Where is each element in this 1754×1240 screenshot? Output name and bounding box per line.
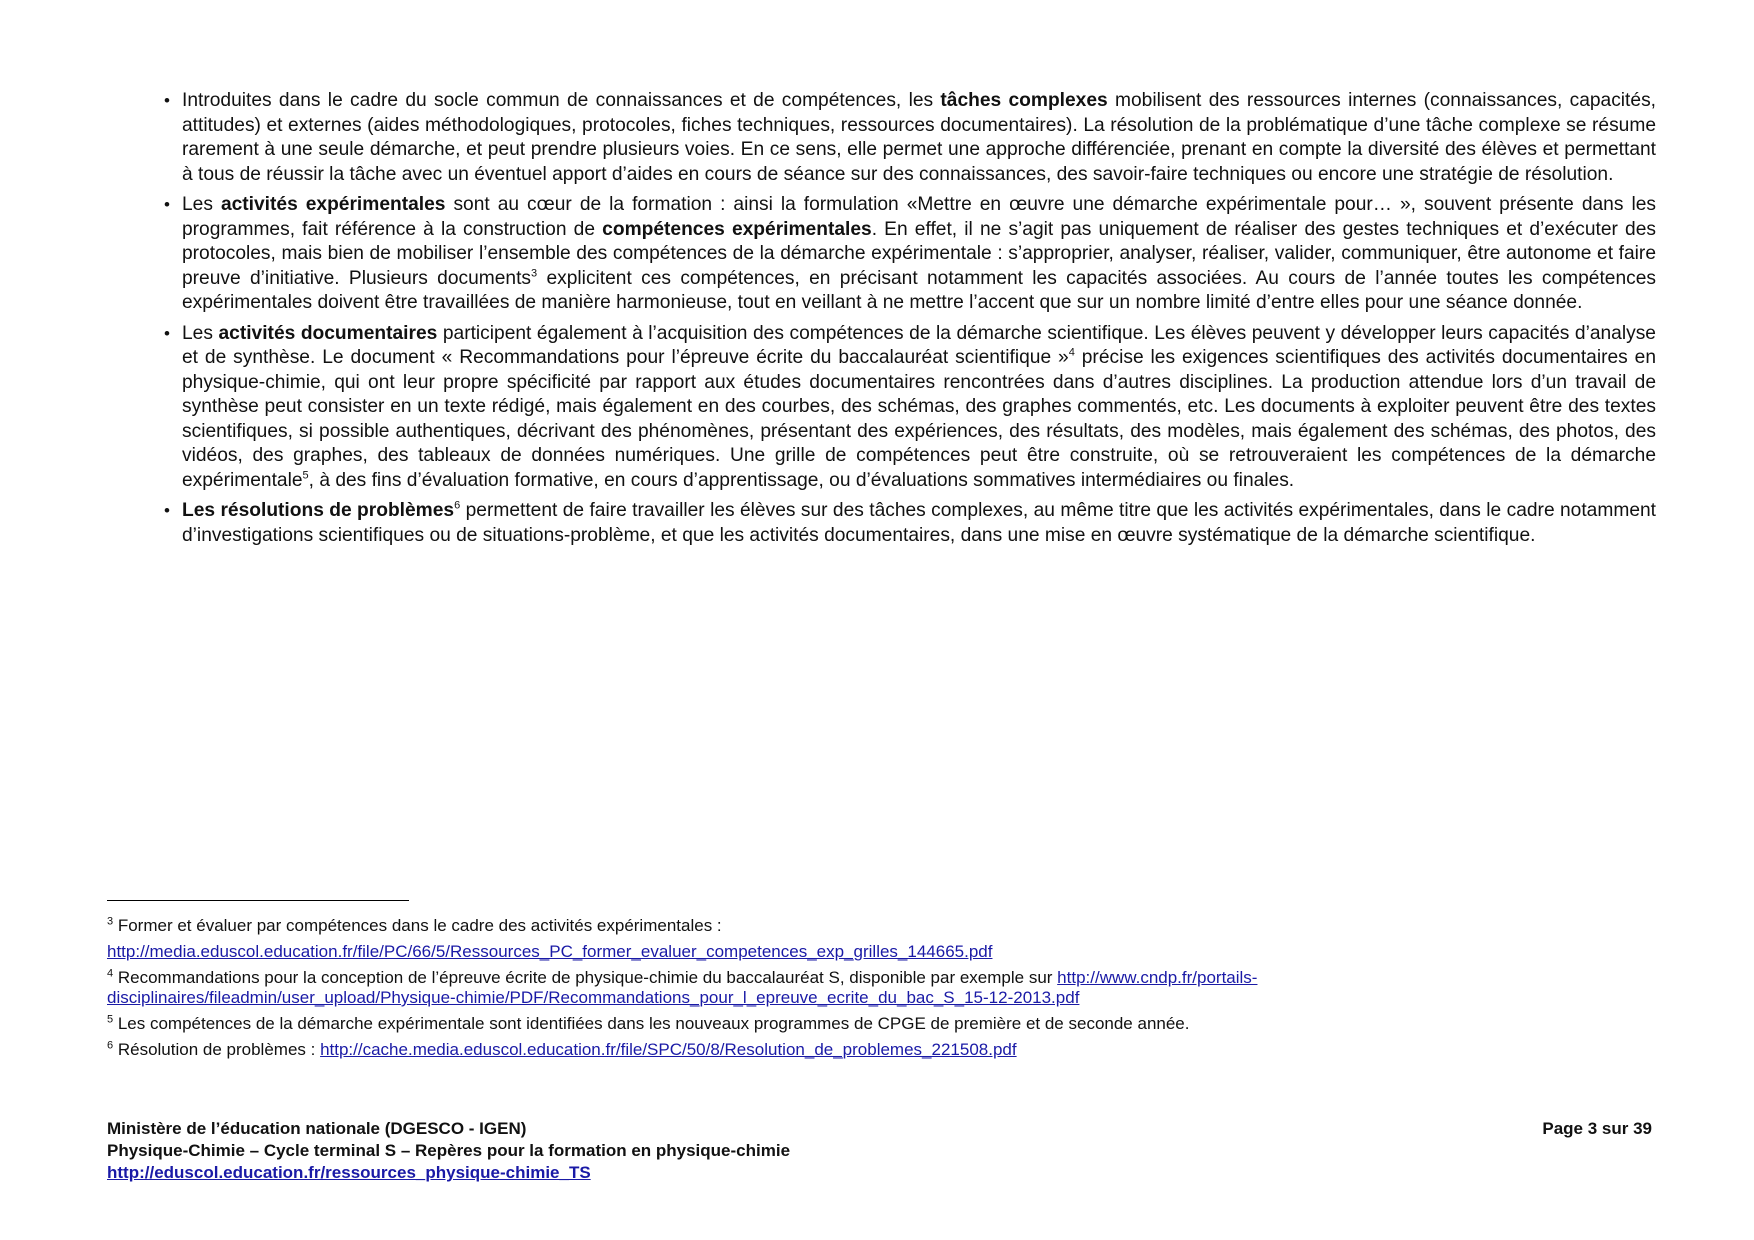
footnote-link[interactable]: http://media.eduscol.education.fr/file/PC/66/5/Ressources_PC_former_evaluer_competences_exp_grilles_144665.pdf: [107, 942, 993, 961]
bullet-text: mobilisent des ressources internes (connaissances, capacités, attitudes) et externes (aides méthodologiques, protocoles, fiches techniques, ressources documentaires). La résolution de la problématique d’une tâche complexe se résume rarement à une seule démarche, et peut prendre plusieurs voies. En ce sens, elle permet une approche différenciée, prenant en compte la diversité des élèves et permettant à tous de réussir la tâche avec un éventuel apport d’aides en cours de séance sur des connaissances, des savoir-faire techniques ou encore une stratégie de résolution.: [182, 90, 1656, 185]
footnote-number: 5: [107, 1013, 114, 1026]
bullet-dot-icon: •: [164, 323, 170, 343]
footnote-ref[interactable]: 3: [531, 267, 538, 280]
bullet-activites-documentaires: [164, 322, 1656, 494]
page-number: Page 3 sur 39: [1542, 1119, 1652, 1138]
bullet-dot-icon: •: [164, 195, 170, 214]
bullet-text: sont au cœur de la formation : ainsi la formulation «Mettre en œuvre une démarche expérimentale pour… », souvent présente dans les programmes, fait référence à la construction de: [182, 194, 1656, 240]
bullet-list: [164, 89, 1656, 554]
bullet-taches-complexes: [164, 89, 1656, 187]
bullet-text: Introduites dans le cadre du socle commun de connaissances et de compétences, les: [182, 90, 941, 111]
bullet-text: précise les exigences scientifiques des activités documentaires en physique-chimie, qui ont leur propre spécificité par rapport aux études documentaires rencontrées dans d’autres disciplines. La production attendue lors d’un travail de synthèse peut consister en un texte rédigé, mais également en des courbes, des schémas, des graphes commentés, etc. Les documents à exploiter peuvent être des textes scientifiques, si possible authentiques, décrivant des phénomènes, présentant des expériences, des résultats, des modèles, mais également des schémas, des photos, des vidéos, des graphes, des tableaux de données numériques. Une grille de compétences peut être construite, où se retrouveraient les compétences de la démarche expérimentale: [182, 347, 1656, 491]
bullet-bold-term: tâches complexes: [940, 90, 1108, 111]
bullet-bold-term: activités documentaires: [218, 322, 438, 344]
bullet-dot-icon: •: [164, 91, 170, 110]
footer-ministry: Ministère de l’éducation nationale (DGESCO - IGEN): [107, 1119, 527, 1138]
footnote-3-link-line: [107, 942, 1467, 962]
footnote-link[interactable]: http://cache.media.eduscol.education.fr/file/SPC/50/8/Resolution_de_problemes_221508.pdf: [320, 1040, 1017, 1059]
footnote-4: [107, 968, 1467, 1008]
bullet-text: participent également à l’acquisition des compétences de la démarche scientifique. Les élèves peuvent y développer leurs capacités d’analyse et de synthèse. Le document « Recommandations pour l’épreuve écrite du baccalauréat scientifique »: [182, 322, 1656, 368]
bullet-text: explicitent ces compétences, en précisant notamment les capacités associées. Au cours de l’année toutes les compétences expérimentales doivent être travaillées de manière harmonieuse, tout en veillant à ne mettre l’accent que sur un nombre limité d’entre elles pour une séance donnée.: [182, 267, 1656, 313]
footnote-3: [107, 916, 1467, 936]
footer-subtitle: Physique-Chimie – Cycle terminal S – Repères pour la formation en physique-chimie: [107, 1141, 791, 1160]
bullet-text: permettent de faire travailler les élèves sur des tâches complexes, au même titre que les activités expérimentales, dans le cadre notamment d’investigations scientifiques ou de situations-problème, et que les activités documentaires, dans une mise en œuvre systématique de la démarche scientifique.: [182, 500, 1656, 546]
footnote-ref[interactable]: 6: [454, 499, 461, 512]
page-footer: [107, 1118, 1652, 1184]
footnote-text: Les compétences de la démarche expérimentale sont identifiées dans les nouveaux programmes de CPGE de première et de seconde année.: [113, 1014, 1190, 1033]
footnote-number: 6: [107, 1039, 114, 1052]
bullet-text: Les: [182, 194, 221, 215]
footnote-number: 3: [107, 915, 114, 928]
footer-link[interactable]: http://eduscol.education.fr/ressources_physique-chimie_TS: [107, 1163, 591, 1182]
bullet-activites-experimentales: [164, 193, 1656, 316]
bullet-resolutions-problemes: [164, 499, 1656, 548]
footnote-text: Recommandations pour la conception de l’épreuve écrite de physique-chimie du baccalauréat S, disponible par exemple sur: [113, 968, 1058, 987]
footnote-6: [107, 1040, 1467, 1060]
footnote-5: [107, 1014, 1467, 1034]
bullet-text: . En effet, il ne s’agit pas uniquement de réaliser des gestes techniques et d’exécuter des protocoles, mais bien de mobiliser l’ensemble des compétences de la démarche expérimentale : s’approprier, analyser, réaliser, valider, communiquer, être autonome et faire preuve d’initiative. Plusieurs documents: [182, 218, 1656, 289]
bullet-dot-icon: •: [164, 501, 170, 520]
footnote-text: Former et évaluer par compétences dans le cadre des activités expérimentales :: [113, 916, 722, 935]
footnote-link[interactable]: http://www.cndp.fr/portails-disciplinaires/fileadmin/user_upload/Physique-chimie/PDF/Recommandations_pour_l_epreuve_ecrite_du_bac_S_15-12-2013.pdf: [107, 968, 1258, 1007]
footnote-ref[interactable]: 5: [302, 469, 309, 482]
footnote-number: 4: [107, 967, 114, 980]
footnote-ref[interactable]: 4: [1068, 346, 1075, 359]
footnote-text: Résolution de problèmes :: [113, 1040, 321, 1059]
bullet-text: Les: [182, 322, 219, 344]
footnote-divider: [107, 900, 409, 901]
bullet-bold-term: compétences expérimentales: [602, 218, 872, 240]
bullet-text: , à des fins d’évaluation formative, en cours d’apprentissage, ou d’évaluations sommatives intermédiaires ou finales.: [308, 469, 1295, 491]
bullet-bold-term: Les résolutions de problèmes: [182, 500, 455, 521]
footnotes: [107, 916, 1467, 1060]
bullet-bold-term: activités expérimentales: [220, 194, 446, 215]
